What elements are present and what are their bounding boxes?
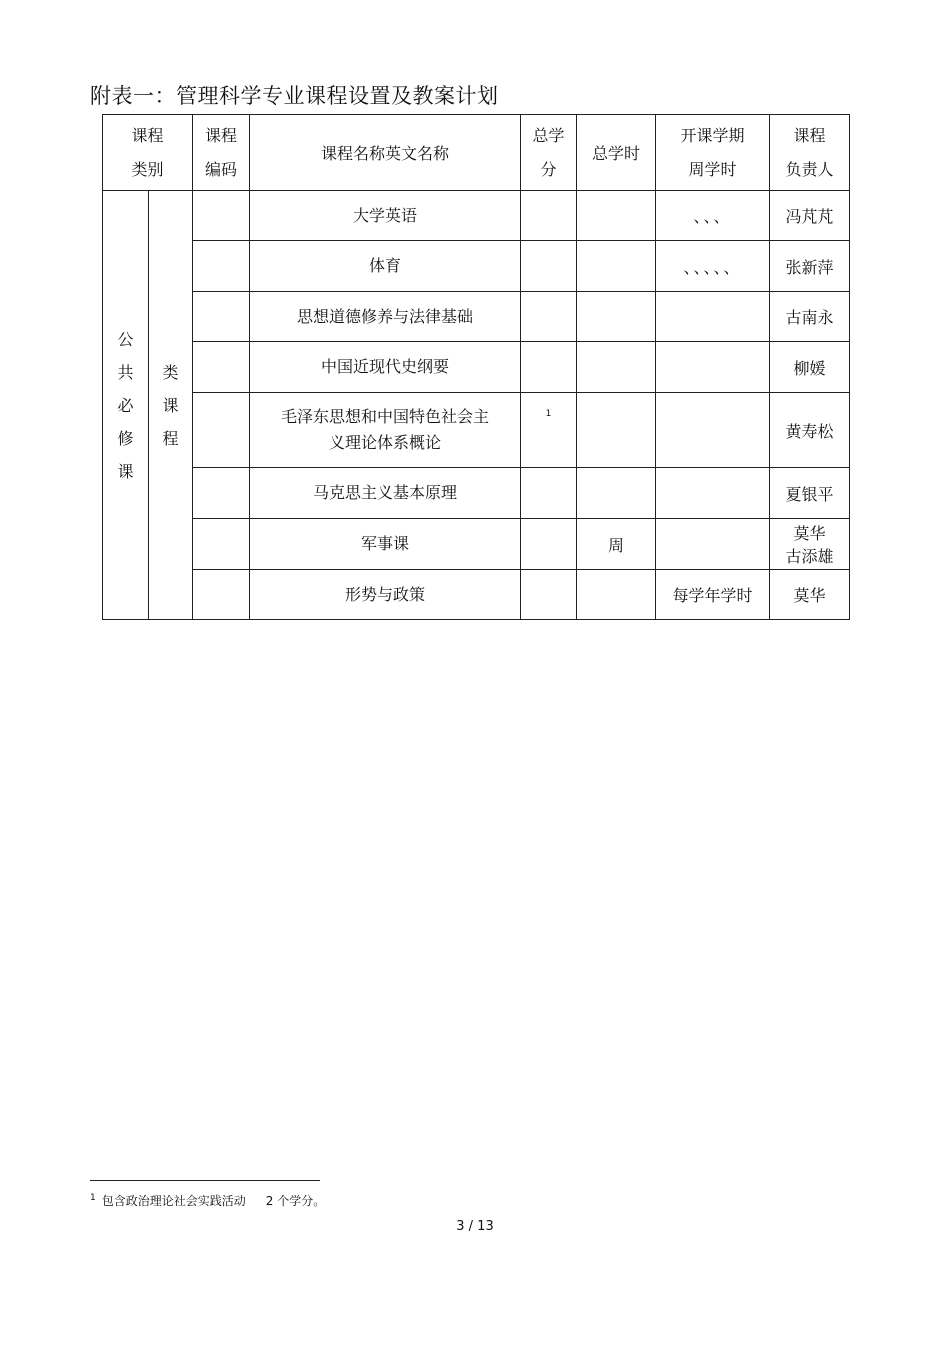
- course-term: [656, 393, 770, 468]
- course-term: 每学年学时: [656, 570, 770, 620]
- footnote: [90, 1192, 325, 1209]
- course-hours: [577, 393, 656, 468]
- category-main: [103, 191, 149, 620]
- table-row: [103, 191, 850, 241]
- course-credits: [521, 468, 577, 519]
- footnote-reference: 1: [545, 408, 552, 419]
- table-row: [103, 292, 850, 342]
- course-code: [193, 342, 250, 393]
- header-credits-line2: 分: [540, 159, 557, 179]
- footnote-divider: [90, 1180, 320, 1181]
- course-term: 、、、、、: [656, 241, 770, 292]
- header-owner: [770, 115, 850, 191]
- course-code: [193, 570, 250, 620]
- course-code: [193, 519, 250, 570]
- course-code: [193, 191, 250, 241]
- header-term-line2: 周学时: [688, 159, 737, 179]
- course-owner: 黄寿松: [770, 393, 850, 468]
- course-name: 大学英语: [250, 191, 521, 241]
- course-credits: [521, 241, 577, 292]
- header-code-line1: 课程: [205, 125, 238, 145]
- header-category-line1: 课程: [131, 125, 164, 145]
- course-term: 、、、: [656, 191, 770, 241]
- course-name: 马克思主义基本原理: [250, 468, 521, 519]
- course-name: 体育: [250, 241, 521, 292]
- table-row: [103, 393, 850, 468]
- header-credits-line1: 总学: [532, 125, 565, 145]
- course-hours: [577, 342, 656, 393]
- category-main-char: 公: [117, 329, 134, 349]
- table-row: [103, 241, 850, 292]
- footnote-mark: 1: [90, 1193, 96, 1203]
- course-code: [193, 241, 250, 292]
- table-row: [103, 570, 850, 620]
- category-main-char: 修: [117, 428, 134, 448]
- header-owner-line2: 负责人: [785, 159, 834, 179]
- course-name-line1: 毛泽东思想和中国特色社会主: [281, 407, 490, 426]
- page-title: 附表一：管理科学专业课程设置及教案计划: [90, 84, 499, 108]
- course-name-line2: 义理论体系概论: [329, 433, 442, 452]
- course-term: [656, 519, 770, 570]
- course-code: [193, 393, 250, 468]
- course-owner-line2: 古添雄: [785, 547, 834, 566]
- course-term: [656, 342, 770, 393]
- category-sub-char: 类: [162, 362, 179, 382]
- course-credits: [521, 292, 577, 342]
- course-owner: 夏银平: [770, 468, 850, 519]
- course-hours: [577, 468, 656, 519]
- category-sub: [149, 191, 193, 620]
- course-credits: [521, 191, 577, 241]
- header-credits: [521, 115, 577, 191]
- course-hours: [577, 241, 656, 292]
- category-sub-char: 程: [162, 428, 179, 448]
- header-code-line2: 编码: [205, 159, 238, 179]
- course-code: [193, 468, 250, 519]
- footnote-text: 包含政治理论社会实践活动: [101, 1194, 246, 1208]
- header-name: 课程名称英文名称: [250, 115, 521, 191]
- table-row: [103, 468, 850, 519]
- category-main-char: 必: [117, 395, 134, 415]
- table-row: [103, 519, 850, 570]
- course-owner: 古南永: [770, 292, 850, 342]
- course-owner: 柳媛: [770, 342, 850, 393]
- course-term: [656, 468, 770, 519]
- course-hours: [577, 191, 656, 241]
- course-name: 形势与政策: [250, 570, 521, 620]
- header-row: [103, 115, 850, 191]
- course-hours: 周: [577, 519, 656, 570]
- table-row: [103, 342, 850, 393]
- course-owner-line1: 莫华: [793, 524, 826, 543]
- course-hours: [577, 292, 656, 342]
- footnote-text-credits: 2 个学分。: [265, 1194, 326, 1208]
- category-main-char: 课: [117, 461, 134, 481]
- category-sub-char: 课: [162, 395, 179, 415]
- header-code: [193, 115, 250, 191]
- course-table: [102, 114, 850, 620]
- course-credits: [521, 393, 577, 468]
- course-owner: 冯芃芃: [770, 191, 850, 241]
- header-term: [656, 115, 770, 191]
- course-credits: [521, 519, 577, 570]
- header-category-line2: 类别: [131, 159, 164, 179]
- category-main-char: 共: [117, 362, 134, 382]
- course-name: 思想道德修养与法律基础: [250, 292, 521, 342]
- page-number: 3 / 13: [456, 1219, 494, 1234]
- course-owner: [770, 519, 850, 570]
- course-credits: [521, 570, 577, 620]
- course-name: 中国近现代史纲要: [250, 342, 521, 393]
- course-code: [193, 292, 250, 342]
- header-owner-line1: 课程: [793, 125, 826, 145]
- course-name: 军事课: [250, 519, 521, 570]
- course-owner: 张新萍: [770, 241, 850, 292]
- header-term-line1: 开课学期: [680, 125, 745, 145]
- course-hours: [577, 570, 656, 620]
- course-owner: 莫华: [770, 570, 850, 620]
- course-credits: [521, 342, 577, 393]
- course-name: [250, 393, 521, 468]
- header-category: [103, 115, 193, 191]
- course-term: [656, 292, 770, 342]
- header-hours: 总学时: [577, 115, 656, 191]
